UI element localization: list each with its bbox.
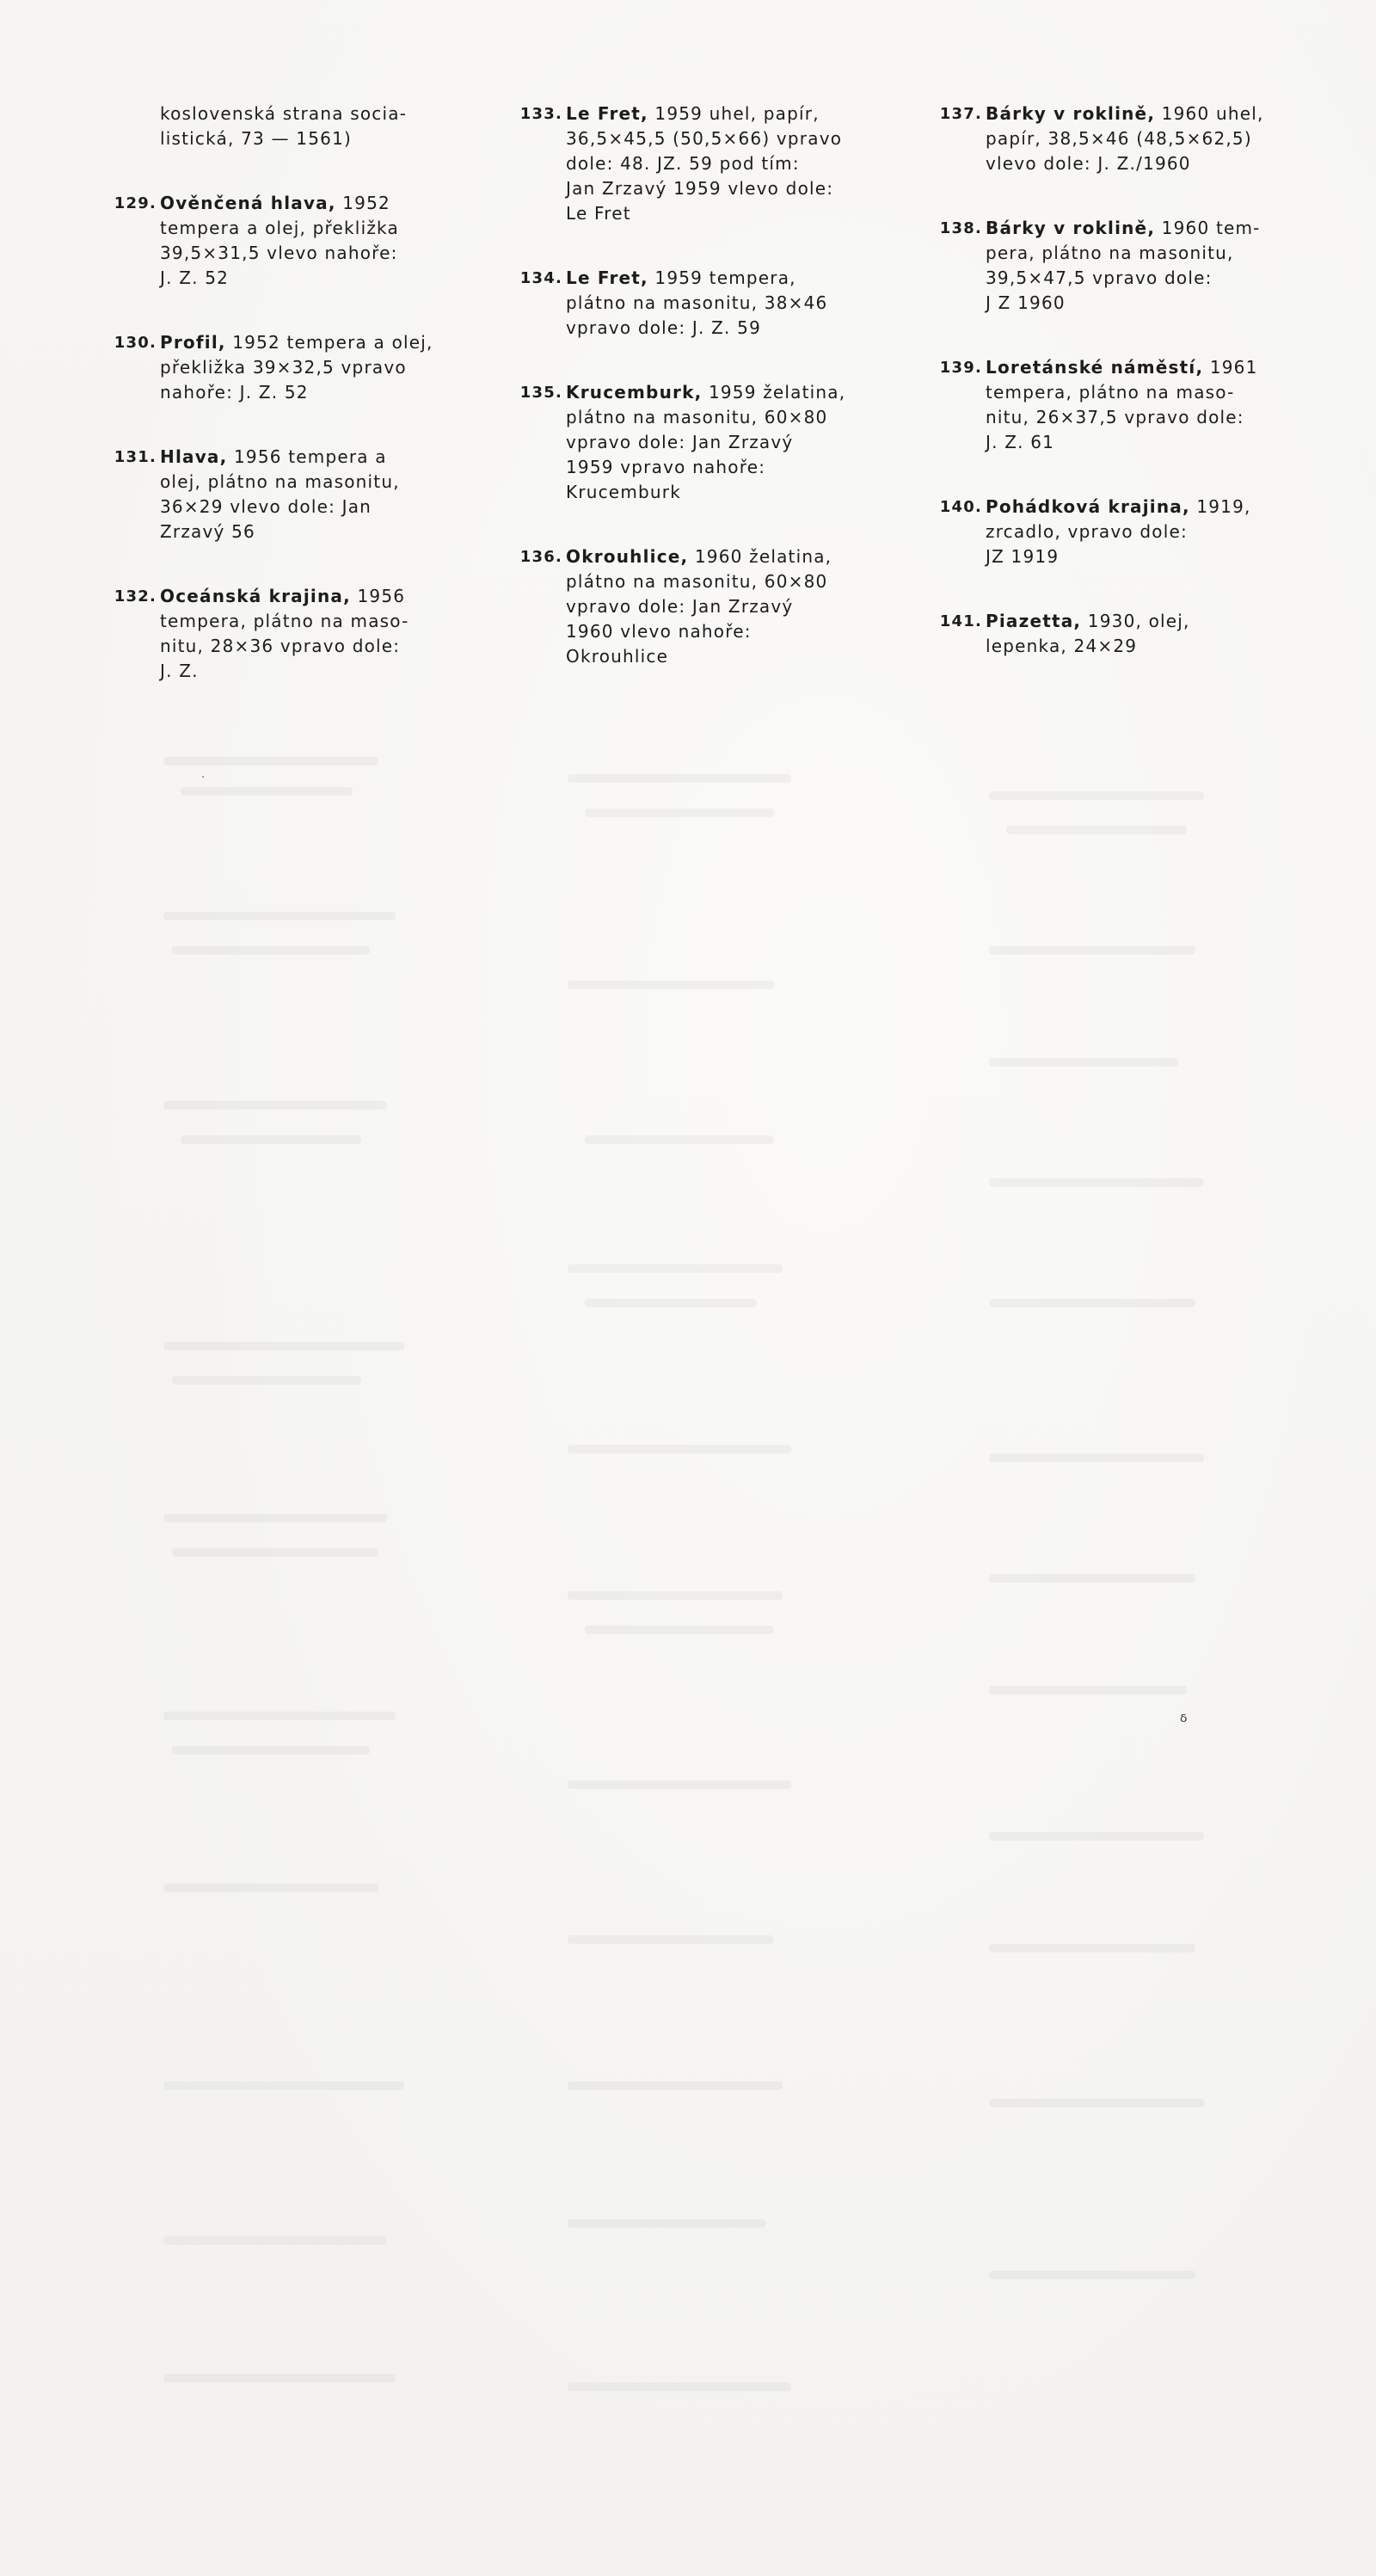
entry-line: tempera a olej, překližka — [160, 218, 399, 238]
entry-line: lepenka, 24×29 — [986, 636, 1138, 656]
entry-title: Ověnčená hlava, — [160, 193, 336, 213]
entry-title: Loretánské náměstí, — [986, 357, 1204, 378]
entry-line: Bárky v roklině, 1960 uhel, — [986, 103, 1264, 124]
entry-line: Le Fret — [566, 203, 631, 224]
entry-line: nitu, 28×36 vpravo dole: — [160, 636, 401, 656]
entry-line: listická, 73 — 1561) — [160, 128, 352, 149]
catalogue-entry-139 — [939, 355, 1266, 455]
entry-line: Loretánské náměstí, 1961 — [986, 357, 1258, 378]
catalogue-entry-133 — [519, 101, 846, 226]
catalogue-entry-138 — [939, 216, 1266, 316]
column-1 — [114, 101, 440, 723]
continuation-entry — [131, 101, 440, 151]
entry-line: Ověnčená hlava, 1952 — [160, 193, 390, 213]
entry-line: plátno na masonitu, 38×46 — [566, 292, 828, 313]
entry-line: Pohádková krajina, 1919, — [986, 496, 1251, 517]
entry-title: Profil, — [160, 332, 226, 353]
entry-line: vpravo dole: Jan Zrzavý — [566, 432, 794, 452]
ink-speck: · — [201, 771, 206, 784]
entry-line: Krucemburk, 1959 želatina, — [566, 382, 846, 403]
entry-line: nahoře: J. Z. 52 — [160, 382, 309, 403]
catalogue-entry-132 — [114, 584, 440, 684]
entry-line: Zrzavý 56 — [160, 521, 255, 542]
entry-line: Krucemburk — [566, 482, 681, 502]
entry-line: 36×29 vlevo dole: Jan — [160, 496, 372, 517]
entry-title: Oceánská krajina, — [160, 586, 351, 606]
entry-number: 141. — [939, 612, 982, 630]
entry-line: pera, plátno na masonitu, — [986, 243, 1234, 263]
entry-line: vpravo dole: J. Z. 59 — [566, 317, 762, 338]
ink-speck: ᵟ — [1180, 1712, 1188, 1733]
entry-number: 137. — [939, 105, 982, 123]
column-3 — [939, 101, 1266, 698]
entry-line: Okrouhlice, 1960 želatina, — [566, 546, 832, 567]
catalogue-entry-134 — [519, 266, 846, 341]
entry-line: tempera, plátno na maso- — [986, 382, 1235, 403]
entry-line: Bárky v roklině, 1960 tem- — [986, 218, 1261, 238]
entry-number: 130. — [114, 334, 157, 352]
entry-line: J. Z. 61 — [986, 432, 1055, 452]
catalogue-entry-130 — [114, 330, 440, 405]
entry-line: 39,5×47,5 vpravo dole: — [986, 267, 1213, 288]
entry-line: Piazetta, 1930, olej, — [986, 611, 1190, 631]
entry-line: tempera, plátno na maso- — [160, 611, 409, 631]
entry-title: Okrouhlice, — [566, 546, 689, 567]
entry-line: plátno na masonitu, 60×80 — [566, 407, 828, 427]
entry-line: vlevo dole: J. Z./1960 — [986, 153, 1191, 174]
entry-line: J. Z. 52 — [160, 267, 230, 288]
entry-title: Bárky v roklině, — [986, 218, 1156, 238]
entry-line: olej, plátno na masonitu, — [160, 471, 400, 492]
catalogue-entry-129 — [114, 191, 440, 291]
entry-line: koslovenská strana socia- — [160, 103, 408, 124]
entry-line: papír, 38,5×46 (48,5×62,5) — [986, 128, 1252, 149]
entry-line: Le Fret, 1959 tempera, — [566, 267, 796, 288]
entry-line: Jan Zrzavý 1959 vlevo dole: — [566, 178, 834, 199]
catalogue-entry-136 — [519, 544, 846, 669]
entry-title: Piazetta, — [986, 611, 1082, 631]
entry-line: překližka 39×32,5 vpravo — [160, 357, 407, 378]
entry-line: 36,5×45,5 (50,5×66) vpravo — [566, 128, 843, 149]
entry-line: Profil, 1952 tempera a olej, — [160, 332, 433, 353]
catalogue-entry-137 — [939, 101, 1266, 176]
entry-line: Oceánská krajina, 1956 — [160, 586, 406, 606]
entry-title: Bárky v roklině, — [986, 103, 1156, 124]
entry-line: J. Z. — [160, 661, 199, 681]
entry-line: nitu, 26×37,5 vpravo dole: — [986, 407, 1244, 427]
entry-line: J Z 1960 — [986, 292, 1066, 313]
entry-line: zrcadlo, vpravo dole: — [986, 521, 1188, 542]
entry-number: 133. — [519, 105, 562, 123]
entry-number: 132. — [114, 587, 157, 606]
entry-title: Hlava, — [160, 446, 228, 467]
entry-line: Hlava, 1956 tempera a — [160, 446, 387, 467]
entry-line: plátno na masonitu, 60×80 — [566, 571, 828, 592]
entry-line: 39,5×31,5 vlevo nahoře: — [160, 243, 398, 263]
entry-number: 139. — [939, 359, 982, 377]
entry-number: 131. — [114, 448, 157, 466]
entry-line: Okrouhlice — [566, 646, 669, 667]
entry-title: Le Fret, — [566, 267, 648, 288]
entry-line: 1960 vlevo nahoře: — [566, 621, 752, 642]
entry-number: 134. — [519, 269, 562, 287]
catalogue-entry-141 — [939, 609, 1266, 659]
entry-line: JZ 1919 — [986, 546, 1060, 567]
entry-number: 129. — [114, 194, 157, 212]
catalogue-entry-140 — [939, 495, 1266, 569]
entry-line: vpravo dole: Jan Zrzavý — [566, 596, 794, 617]
entry-number: 138. — [939, 219, 982, 237]
entry-title: Pohádková krajina, — [986, 496, 1190, 517]
entry-line: Le Fret, 1959 uhel, papír, — [566, 103, 820, 124]
entry-title: Krucemburk, — [566, 382, 703, 403]
entry-number: 136. — [519, 548, 562, 566]
entry-line: 1959 vpravo nahoře: — [566, 457, 766, 477]
entry-number: 135. — [519, 384, 562, 402]
catalogue-entry-135 — [519, 380, 846, 505]
entry-title: Le Fret, — [566, 103, 648, 124]
column-2 — [519, 101, 846, 709]
catalogue-entry-131 — [114, 445, 440, 544]
entry-number: 140. — [939, 498, 982, 516]
entry-line: dole: 48. JZ. 59 pod tím: — [566, 153, 800, 174]
